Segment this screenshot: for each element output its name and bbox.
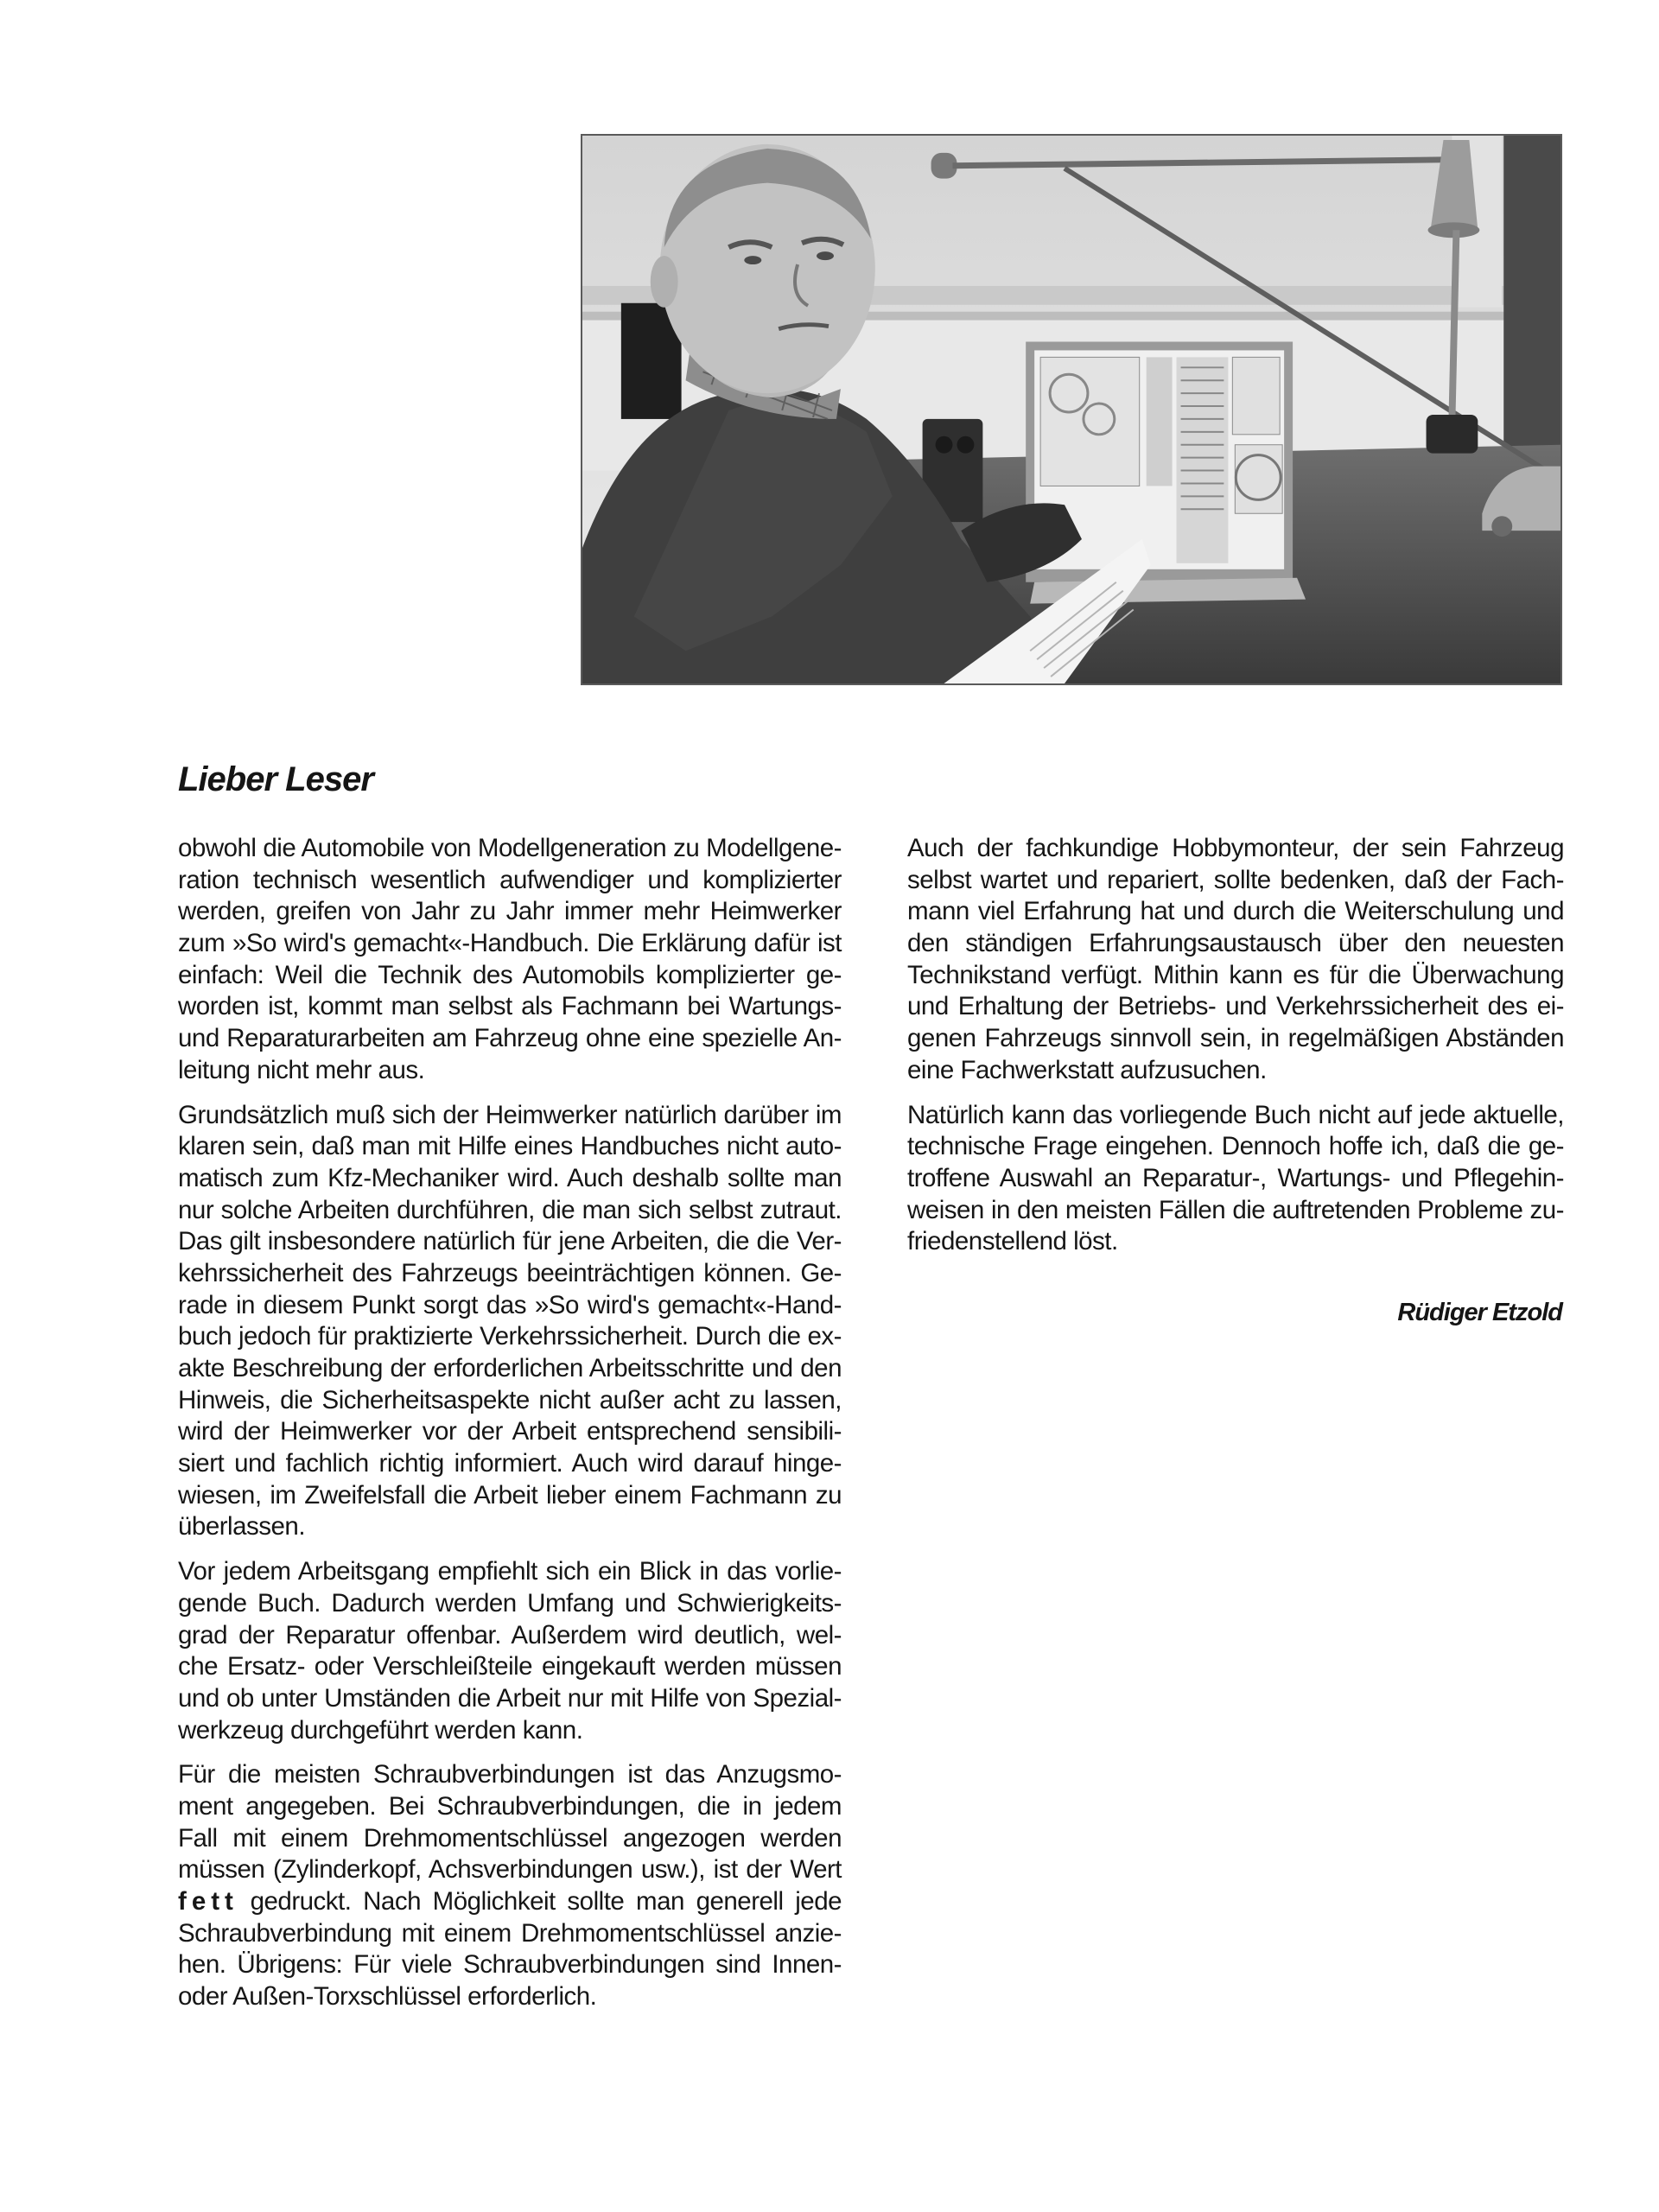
text-line: Fall mit einem Drehmomentschlüssel angezogen werden	[178, 1823, 842, 1853]
bold-word: fett	[178, 1887, 238, 1916]
text-line: Vor jedem Arbeitsgang empfiehlt sich ein Blick in das vorlie-	[178, 1557, 842, 1586]
text-line: und Erhaltung der Betriebs- und Verkehrssicherheit des ei-	[907, 992, 1564, 1021]
text-line: matisch zum Kfz-Mechaniker wird. Auch deshalb sollte man	[178, 1163, 842, 1192]
text-line: weisen in den meisten Fällen die auftretenden Probleme zu-	[907, 1195, 1564, 1224]
text-line: Natürlich kann das vorliegende Buch nicht auf jede aktuelle,	[907, 1100, 1564, 1129]
text-line-with-bold	[178, 1886, 842, 1918]
text-line: zum »So wird's gemacht«-Handbuch. Die Erklärung dafür ist	[178, 929, 842, 958]
text-line: technische Frage eingehen. Dennoch hoffe ich, daß die ge-	[907, 1132, 1564, 1161]
text-line: akte Beschreibung der erforderlichen Arbeitsschritte und den	[178, 1354, 842, 1382]
text-line: überlassen.	[178, 1512, 306, 1541]
text-line: gende Buch. Dadurch werden Umfang und Schwierigkeits-	[178, 1588, 842, 1618]
text-line: einfach: Weil die Technik des Automobils komplizierter ge-	[178, 960, 842, 989]
text-line: Hinweis, die Sicherheitsaspekte nicht außer acht zu lassen,	[178, 1385, 842, 1414]
author-photo-illustration	[582, 136, 1560, 683]
text-line: Für die meisten Schraubverbindungen ist das Anzugsmo-	[178, 1760, 842, 1789]
text-fragment: gedruckt. Nach Möglichkeit sollte man generell jede	[250, 1887, 842, 1916]
text-line: buch jedoch für praktizierte Verkehrssicherheit. Durch die ex-	[178, 1322, 842, 1351]
text-line: wird der Heimwerker vor der Arbeit entsprechend sensibili-	[178, 1417, 842, 1446]
text-line: und ob unter Umständen die Arbeit nur mit Hilfe von Spezial-	[178, 1683, 842, 1713]
text-line: nur solche Arbeiten durchführen, die man sich selbst zutraut.	[178, 1195, 842, 1224]
text-line: leitung nicht mehr aus.	[178, 1055, 425, 1084]
paragraph-5	[907, 833, 1564, 1087]
text-line: obwohl die Automobile von Modellgeneration zu Modellgene-	[178, 834, 842, 862]
text-line: mann viel Erfahrung hat und durch die Weiterschulung und	[907, 897, 1564, 926]
text-line: grad der Reparatur offenbar. Außerdem wird deutlich, wel-	[178, 1620, 842, 1649]
paragraph-6	[907, 1100, 1564, 1258]
text-line: che Ersatz- oder Verschleißteile eingekauft werden müssen	[178, 1652, 842, 1681]
paragraph-4	[178, 1759, 842, 2013]
text-line: Auch der fachkundige Hobbymonteur, der sein Fahrzeug	[907, 834, 1564, 862]
text-line: kehrssicherheit des Fahrzeugs beeinträchtigen können. Ge-	[178, 1258, 842, 1287]
page-heading: Lieber Leser	[178, 760, 373, 798]
author-signature: Rüdiger Etzold	[1397, 1299, 1562, 1326]
paragraph-3	[178, 1556, 842, 1746]
text-line: den ständigen Erfahrungsaustausch über den neuesten	[907, 929, 1564, 958]
text-line: troffene Auswahl an Reparatur-, Wartungs- und Pflegehin-	[907, 1163, 1564, 1192]
text-line: genen Fahrzeugs sinnvoll sein, in regelmäßigen Abständen	[907, 1024, 1564, 1053]
text-line: werkzeug durchgeführt werden kann.	[178, 1715, 583, 1745]
left-column	[178, 833, 842, 2026]
text-line: eine Fachwerkstatt aufzusuchen.	[907, 1055, 1267, 1084]
text-line: wiesen, im Zweifelsfall die Arbeit lieber einem Fachmann zu	[178, 1480, 842, 1510]
paragraph-2	[178, 1100, 842, 1544]
text-line: rade in diesem Punkt sorgt das »So wird's gemacht«-Hand-	[178, 1290, 842, 1319]
right-column	[907, 833, 1564, 1271]
text-line: Technikstand verfügt. Mithin kann es für die Überwachung	[907, 960, 1564, 989]
text-line: ment angegeben. Bei Schraubverbindungen, die in jedem	[178, 1791, 842, 1821]
paragraph-1	[178, 833, 842, 1087]
text-line: Schraubverbindung mit einem Drehmomentschlüssel anzie-	[178, 1918, 842, 1948]
text-line: friedenstellend löst.	[907, 1227, 1118, 1256]
text-line: müssen (Zylinderkopf, Achsverbindungen usw.), ist der Wert	[178, 1855, 842, 1885]
text-line: Grundsätzlich muß sich der Heimwerker natürlich darüber im	[178, 1100, 842, 1129]
text-line: Das gilt insbesondere natürlich für jene Arbeiten, die die Ver-	[178, 1227, 842, 1256]
text-line: hen. Übrigens: Für viele Schraubverbindungen sind Innen-	[178, 1950, 842, 1980]
text-line: oder Außen-Torxschlüssel erforderlich.	[178, 1982, 597, 2012]
text-line: werden, greifen von Jahr zu Jahr immer mehr Heimwerker	[178, 897, 842, 926]
text-line: siert und fachlich richtig informiert. Auch wird darauf hinge-	[178, 1449, 842, 1478]
author-photo	[581, 134, 1562, 685]
text-line: und Reparaturarbeiten am Fahrzeug ohne eine spezielle An-	[178, 1024, 842, 1053]
text-line: ration technisch wesentlich aufwendiger und komplizierter	[178, 865, 842, 894]
text-line: worden ist, kommt man selbst als Fachmann bei Wartungs-	[178, 992, 842, 1021]
text-line: klaren sein, daß man mit Hilfe eines Handbuches nicht auto-	[178, 1132, 842, 1161]
text-line: selbst wartet und repariert, sollte bedenken, daß der Fach-	[907, 865, 1564, 894]
